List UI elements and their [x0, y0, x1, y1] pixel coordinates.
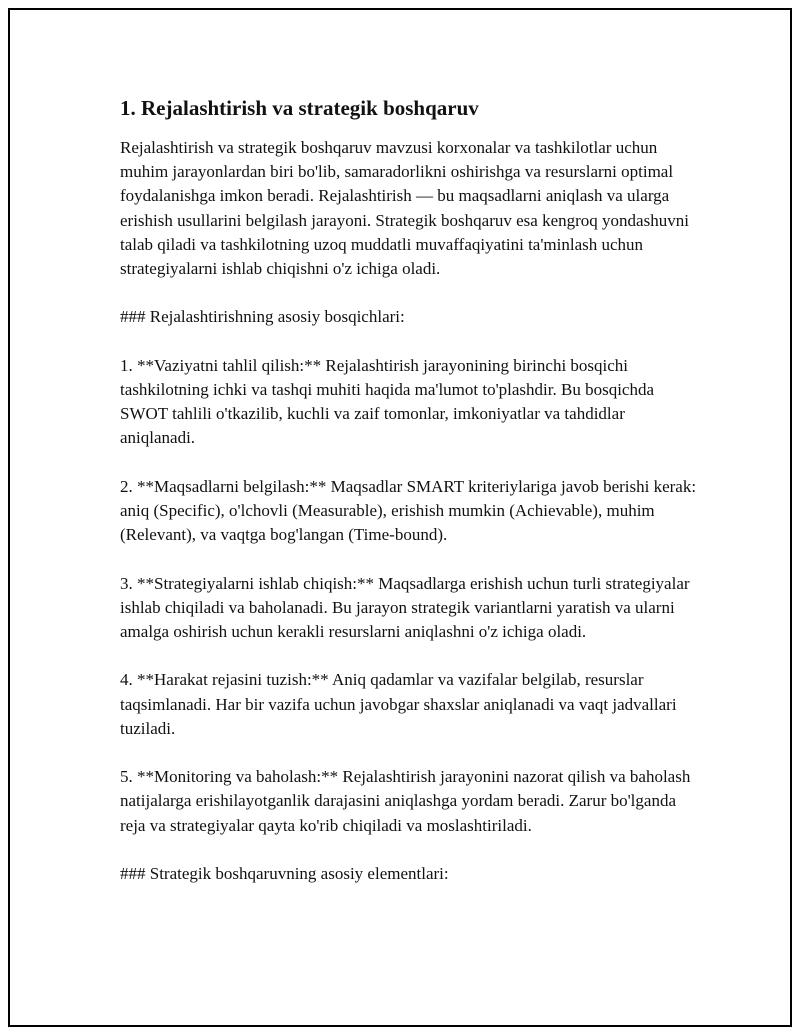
list-item-step-4: 4. **Harakat rejasini tuzish:** Aniq qadamlar va vazifalar belgilab, resurslar taqsimlanadi. Har bir vazifa uchun javobgar shaxslar aniqlanadi va vaqt jadvallari tuziladi.	[120, 670, 677, 738]
list-item-step-5: 5. **Monitoring va baholash:** Rejalashtirish jarayonini nazorat qilish va baholash natijalarga erishilayotganlik darajasini aniqlashga yordam beradi. Zarur bo'lganda reja va strategiyalar qayta ko'rib chiqiladi va moslashtiriladi.	[120, 767, 691, 835]
list-item-step-3: 3. **Strategiyalarni ishlab chiqish:** Maqsadlarga erishish uchun turli strategiyalar ishlab chiqiladi va baholanadi. Bu jarayon strategik variantlarni yaratish va ularni amalga oshirish uchun kerakli resurslarni aniqlashni o'z ichiga oladi.	[120, 573, 690, 641]
document-body	[120, 94, 700, 910]
list-item-step-2: 2. **Maqsadlarni belgilash:** Maqsadlar SMART kriteriylariga javob berishi kerak: aniq (Specific), o'lchovli (Measurable), erishish mumkin (Achievable), muhim (Relevant), va vaqtga bog'langan (Time-bound).	[120, 476, 697, 545]
section-heading-elements: ### Strategik boshqaruvning asosiy elementlari:	[120, 863, 449, 883]
document-title: 1. Rejalashtirish va strategik boshqaruv	[120, 96, 479, 120]
list-item-step-1: 1. **Vaziyatni tahlil qilish:** Rejalashtirish jarayonining birinchi bosqichi tashkilotning ichki va tashqi muhiti haqida ma'lumot to'plashdir. Bu bosqichda SWOT tahlili o'tkazilib, kuchli va zaif tomonlar, imkoniyatlar va tahdidlar aniqlanadi.	[120, 355, 655, 448]
document-page	[8, 8, 792, 1027]
section-heading-stages: ### Rejalashtirishning asosiy bosqichlari:	[120, 307, 405, 327]
intro-paragraph: Rejalashtirish va strategik boshqaruv mavzusi korxonalar va tashkilotlar uchun muhim jarayonlardan biri bo'lib, samaradorlikni oshirishga va resurslarni optimal foydalanishga imkon beradi. Rejalashtirish — bu maqsadlarni aniqlash va ularga erishish usullarini belgilash jarayoni. Strategik boshqaruv esa kengroq yondashuvni talab qiladi va tashkilotning uzoq muddatli muvaffaqiyatini ta'minlash uchun strategiyalarni ishlab chiqishni o'z ichiga oladi.	[120, 138, 689, 279]
